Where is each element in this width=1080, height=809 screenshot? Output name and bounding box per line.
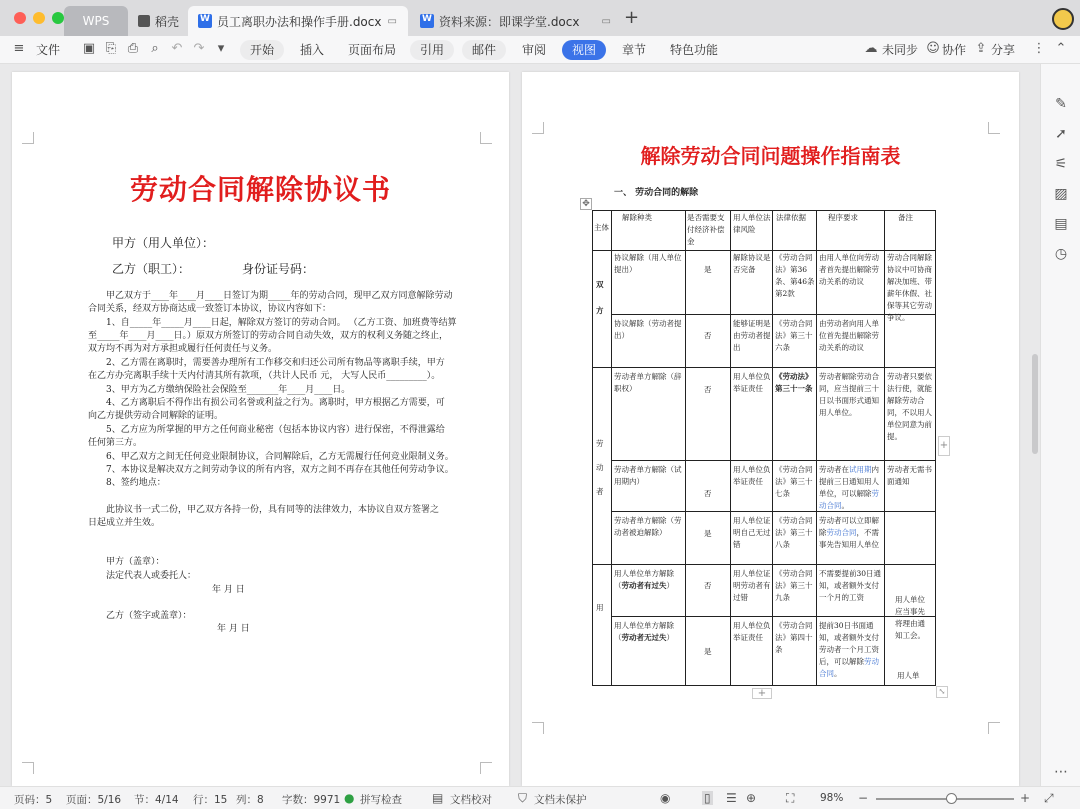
link-labor-contract[interactable]: 劳动合同 xyxy=(826,528,857,537)
row-procedure: 劳动者可以立即解除劳动合同，不需事先告知用人单位 xyxy=(819,516,879,549)
row-procedure: 由用人单位向劳动者首先提出解除劳动关系的动议 xyxy=(819,253,879,286)
agreement-title: 劳动合同解除协议书 xyxy=(129,173,391,206)
row-type: 用人单位单方解除（劳动者无过失） xyxy=(614,621,674,642)
crop-mark xyxy=(532,122,544,134)
crop-mark xyxy=(480,132,492,144)
add-row-button[interactable]: + xyxy=(752,688,772,699)
ribbon-toolbar xyxy=(0,36,1080,64)
menu-icon[interactable]: ≡ xyxy=(13,41,25,56)
more-dropdown-icon[interactable]: ▾ xyxy=(217,41,225,56)
row-note: 劳动者无需书面通知 xyxy=(887,465,932,486)
select-cursor-icon[interactable]: ➚ xyxy=(1055,126,1067,142)
tab-doc-source[interactable] xyxy=(410,6,614,36)
table-move-handle[interactable]: ✥ xyxy=(580,198,592,210)
zoom-level[interactable]: 98% xyxy=(820,792,844,804)
row-pay: 否 xyxy=(704,331,712,340)
agreement-line: 3、甲方为乙方缴纳保险社会保险至_______年____月____日。 xyxy=(106,385,351,395)
collapse-ribbon-icon[interactable]: ⌃ xyxy=(1055,41,1067,56)
row-type: 协议解除（用人单位提出） xyxy=(614,253,682,274)
row-pay: 否 xyxy=(704,385,712,394)
agreement-line: 向乙方提供劳动合同解除的证明。 xyxy=(88,411,224,421)
right-sidebar xyxy=(1040,64,1080,786)
crop-mark xyxy=(22,762,34,774)
file-menu[interactable]: 文件 xyxy=(36,43,61,57)
tab-insert[interactable]: 插入 xyxy=(300,43,325,57)
edit-pen-icon[interactable]: ✎ xyxy=(1055,96,1067,112)
link-labor-contract[interactable]: 劳动合同 xyxy=(819,657,879,678)
page-guide-table[interactable] xyxy=(522,72,1019,786)
protect-status[interactable]: 文档未保护 xyxy=(534,794,587,806)
header-procedure: 程序要求 xyxy=(828,213,858,222)
row-procedure: 劳动者在试用期内提前三日通知用人单位，可以解除劳动合同。 xyxy=(819,465,879,510)
row-procedure: 劳动者解除劳动合同，应当提前三十日以书面形式通知用人单位。 xyxy=(819,372,879,417)
sign-party-b: 乙方（签字或盖章）： xyxy=(106,611,192,621)
header-risk: 用人单位法律风险 xyxy=(733,213,771,234)
redo-icon[interactable]: ↷ xyxy=(193,41,205,56)
tab-view[interactable]: 视图 xyxy=(562,40,606,60)
tab-page-layout[interactable]: 页面布局 xyxy=(348,43,397,57)
new-tab-button[interactable]: + xyxy=(624,7,640,28)
tab-daoke-label: 稻壳 xyxy=(155,14,180,29)
tab-status-icon: ▭ xyxy=(387,15,397,27)
sign-party-a: 甲方（盖章）： xyxy=(106,557,165,567)
page-view-icon[interactable]: ▯ xyxy=(704,791,711,805)
row-law: 《劳动合同法》第三十六条 xyxy=(775,319,813,352)
tab-daoke[interactable] xyxy=(128,6,186,36)
link-probation[interactable]: 试用期 xyxy=(849,465,872,474)
vertical-scrollbar[interactable] xyxy=(1032,354,1038,454)
avatar[interactable] xyxy=(1052,8,1074,30)
header-pay: 是否需要支付经济补偿金 xyxy=(687,213,725,246)
tab-wps[interactable] xyxy=(64,6,128,36)
page-count[interactable]: 页面：5/16 xyxy=(66,794,122,806)
date-line: 年 月 日 xyxy=(217,624,250,634)
tab-home[interactable]: 开始 xyxy=(240,40,284,60)
add-column-button[interactable]: + xyxy=(938,436,950,456)
row-type: 劳动者单方解除（劳动者被迫解除） xyxy=(614,516,682,537)
outline-view-icon[interactable]: ☰ xyxy=(726,791,737,805)
page-agreement[interactable] xyxy=(12,72,509,786)
agreement-line: 1、自_____年_____月____日起，解除双方签订的劳动合同。 （乙方工资、加班费等结算 xyxy=(106,318,457,328)
tab-chapter[interactable]: 章节 xyxy=(622,43,647,57)
row-risk: 用人单位负举证责任 xyxy=(733,465,771,486)
close-window-button[interactable] xyxy=(14,12,26,24)
protect-shield-icon: ⛉ xyxy=(518,791,528,805)
crop-mark xyxy=(22,132,34,144)
agreement-line: 8、签约地点： xyxy=(106,478,166,488)
guide-title: 解除劳动合同问题操作指南表 xyxy=(640,144,901,168)
title-bar xyxy=(0,0,1080,36)
crop-mark xyxy=(532,722,544,734)
agreement-line: 此协议书一式二份，甲乙双方各持一份，具有同等的法律效力，本协议自双方签署之 xyxy=(106,505,440,515)
undo-icon[interactable]: ↶ xyxy=(171,41,183,56)
agreement-line: 5、乙方应为所掌握的甲方之任何商业秘密（包括本协议内容）进行保密，不得泄露给 xyxy=(106,425,445,435)
agreement-line: 合同关系，经双方协商达成一致签订本协议，协议内容如下： xyxy=(88,304,332,314)
header-note: 备注 xyxy=(898,213,913,222)
print-icon[interactable]: ⎙ xyxy=(127,41,139,56)
eye-protection-icon[interactable]: ◉ xyxy=(660,791,671,805)
collab-button[interactable]: 协作 xyxy=(942,43,967,57)
header-law: 法律依据 xyxy=(776,213,806,222)
row-risk: 用人单位证明自己无过错 xyxy=(733,516,771,549)
user-collab-icon: ☺ xyxy=(926,41,940,56)
sync-status[interactable]: 未同步 xyxy=(882,43,919,57)
status-bar xyxy=(0,786,1080,809)
row-note: 用人单 xyxy=(897,671,920,680)
spell-check-button[interactable]: 拼写检查 xyxy=(360,794,402,806)
daoke-icon xyxy=(138,15,150,27)
agreement-line: 2、乙方需在离职时，需要善办理所有工作移交和归还公司所有物品等离职手续，甲方 xyxy=(106,358,445,368)
row-law: 《劳动合同法》第三十九条 xyxy=(775,569,813,602)
word-count[interactable]: 字数：9971 xyxy=(282,794,341,806)
row-pay: 否 xyxy=(704,581,712,590)
history-icon[interactable]: ◷ xyxy=(1054,246,1068,262)
header-type: 解除种类 xyxy=(622,213,652,222)
agreement-line: 双方均不再为对方承担或履行任何责任与义务。 xyxy=(88,344,278,354)
row-risk: 解除协议是否完备 xyxy=(733,253,771,274)
date-line: 年 月 日 xyxy=(212,585,245,595)
party-b-label: 乙方（职工）： xyxy=(112,262,191,276)
crop-mark xyxy=(480,762,492,774)
page-number[interactable]: 页码：5 xyxy=(14,794,53,806)
column-number: 列：8 xyxy=(236,794,264,806)
tab-wps-label: WPS xyxy=(82,14,110,28)
row-risk: 用人单位负举证责任 xyxy=(733,372,771,393)
style-tool-icon[interactable]: ▤ xyxy=(1054,216,1068,232)
crop-mark xyxy=(988,122,1000,134)
subject-both: 双方 xyxy=(596,280,604,315)
web-view-icon[interactable]: ⊕ xyxy=(746,791,757,805)
section-heading: 一、 劳动合同的解除 xyxy=(614,188,699,198)
adjust-sliders-icon[interactable]: ⚟ xyxy=(1054,156,1068,172)
word-doc-icon xyxy=(198,14,212,28)
party-a-label: 甲方（用人单位）： xyxy=(112,236,215,250)
more-options-icon[interactable]: ⋮ xyxy=(1032,41,1046,56)
legal-representative: 法定代表人或委托人： xyxy=(106,571,197,581)
row-pay: 是 xyxy=(704,647,712,656)
agreement-line: 任何第三方。 xyxy=(88,438,143,448)
link-labor-contract[interactable]: 劳动合同 xyxy=(819,489,879,510)
tab-mail[interactable]: 邮件 xyxy=(462,40,506,60)
row-law: 《劳动合同法》第三十八条 xyxy=(775,516,813,549)
header-subject: 主体 xyxy=(594,223,609,232)
agreement-line: 6、甲乙双方之间无任何竞业限制协议，合同解除后，乙方无需履行任何竞业限制义务。 xyxy=(106,452,454,462)
word-doc-icon xyxy=(420,14,434,28)
minimize-window-button[interactable] xyxy=(33,12,45,24)
id-number-label: 身份证号码： xyxy=(242,262,315,276)
row-type: 劳动者单方解除（辞职权） xyxy=(614,372,682,393)
row-procedure: 由劳动者向用人单位首先提出解除劳动关系的动议 xyxy=(819,319,879,352)
document-area xyxy=(0,64,1040,786)
zoom-slider-thumb[interactable] xyxy=(946,793,957,804)
agreement-line: 在乙方办完离职手续十天内付清其所有款项，（共计人民币 元， 大写人民币_________）。 xyxy=(88,371,441,381)
row-procedure: 不需要提前30日通知，或者额外支付一个月的工资 xyxy=(819,569,882,602)
row-law: 《劳动合同法》第36条、第46条第2款 xyxy=(775,253,815,298)
tab-doc2-label: 资料来源：即课学堂.docx xyxy=(439,14,580,29)
subject-worker: 劳动者 xyxy=(596,439,604,496)
row-note: 劳动者只要依法行使，就能解除劳动合同，不以用人单位同意为前提。 xyxy=(887,372,932,441)
preview-icon[interactable]: ⌕ xyxy=(151,41,159,56)
save-icon[interactable]: ▣ xyxy=(82,41,96,56)
row-risk: 能够证明是由劳动者提出 xyxy=(733,319,771,352)
row-pay: 否 xyxy=(704,489,712,498)
guide-table xyxy=(592,210,936,686)
line-number: 行：15 xyxy=(193,794,228,806)
cloud-sync-icon: ☁ xyxy=(864,41,878,56)
agreement-line: 至_____年____月____日。）原双方所签订的劳动合同自动失效，双方的权利义务随之终止， xyxy=(88,331,449,341)
row-risk: 用人单位负举证责任 xyxy=(733,621,771,642)
share-button[interactable]: 分享 xyxy=(991,43,1016,57)
row-type: 劳动者单方解除（试用期内） xyxy=(614,465,682,486)
image-tool-icon[interactable]: ▨ xyxy=(1054,186,1068,202)
tab-doc-employee-manual[interactable] xyxy=(188,6,408,36)
fullscreen-icon[interactable]: ⤢ xyxy=(1044,791,1054,805)
row-pay: 是 xyxy=(704,529,712,538)
agreement-line: 日起成立并生效。 xyxy=(88,518,161,528)
table-resize-handle[interactable]: ⤡ xyxy=(936,686,948,698)
spell-check-icon: ● xyxy=(344,791,355,805)
zoom-out-icon[interactable]: − xyxy=(858,791,869,805)
row-note: 劳动合同解除协议中可协商解决加班、带薪年休假、社保等其它劳动争议。 xyxy=(887,253,932,322)
crop-mark xyxy=(988,722,1000,734)
row-type: 协议解除（劳动者提出） xyxy=(614,319,682,340)
zoom-in-icon[interactable]: + xyxy=(1020,791,1031,805)
share-icon: ⇪ xyxy=(975,41,987,56)
row-risk: 用人单位证明劳动者有过错 xyxy=(733,569,771,602)
tab-doc1-label: 员工离职办法和操作手册.docx xyxy=(217,14,382,29)
tab-references[interactable]: 引用 xyxy=(410,40,454,60)
row-note: 用人单位应当事先将理由通知工会。 xyxy=(895,595,925,640)
agreement-line: 7、本协议是解决双方之间劳动争议的所有内容，双方之间不再存在其他任何劳动争议。 xyxy=(106,465,454,475)
row-pay: 是 xyxy=(704,265,712,274)
proofread-icon: ▤ xyxy=(432,791,444,805)
row-procedure: 提前30日书面通知，或者额外支付劳动者一个月工资后，可以解除劳动合同。 xyxy=(819,621,879,678)
section-count[interactable]: 节：4/14 xyxy=(134,794,179,806)
row-law: 《劳动合同法》第四十条 xyxy=(775,621,813,654)
row-law: 《劳动合同法》第三十七条 xyxy=(775,465,813,498)
more-tools-icon[interactable]: ⋯ xyxy=(1054,764,1068,780)
tab-review[interactable]: 审阅 xyxy=(522,43,547,57)
row-type: 用人单位单方解除（劳动者有过失） xyxy=(614,569,674,590)
fit-page-icon[interactable]: ⛶ xyxy=(786,791,795,805)
subject-employer: 用 xyxy=(596,603,604,612)
tab-status-icon: ▭ xyxy=(601,15,611,27)
agreement-line: 甲乙双方于____年____月____日签订为期_____年的劳动合同，现甲乙双方同意解除劳动 xyxy=(106,291,453,301)
tab-features[interactable]: 特色功能 xyxy=(670,43,719,57)
maximize-window-button[interactable] xyxy=(52,12,64,24)
proofread-button[interactable]: 文档校对 xyxy=(450,794,492,806)
zoom-slider-track[interactable] xyxy=(876,798,1014,800)
agreement-line: 4、乙方离职后不得作出有损公司名誉或利益之行为。离职时，甲方根据乙方需要，可 xyxy=(106,398,445,408)
export-icon[interactable]: ⎘ xyxy=(105,41,117,56)
row-law: 《劳动法》第三十一条 xyxy=(775,372,813,393)
